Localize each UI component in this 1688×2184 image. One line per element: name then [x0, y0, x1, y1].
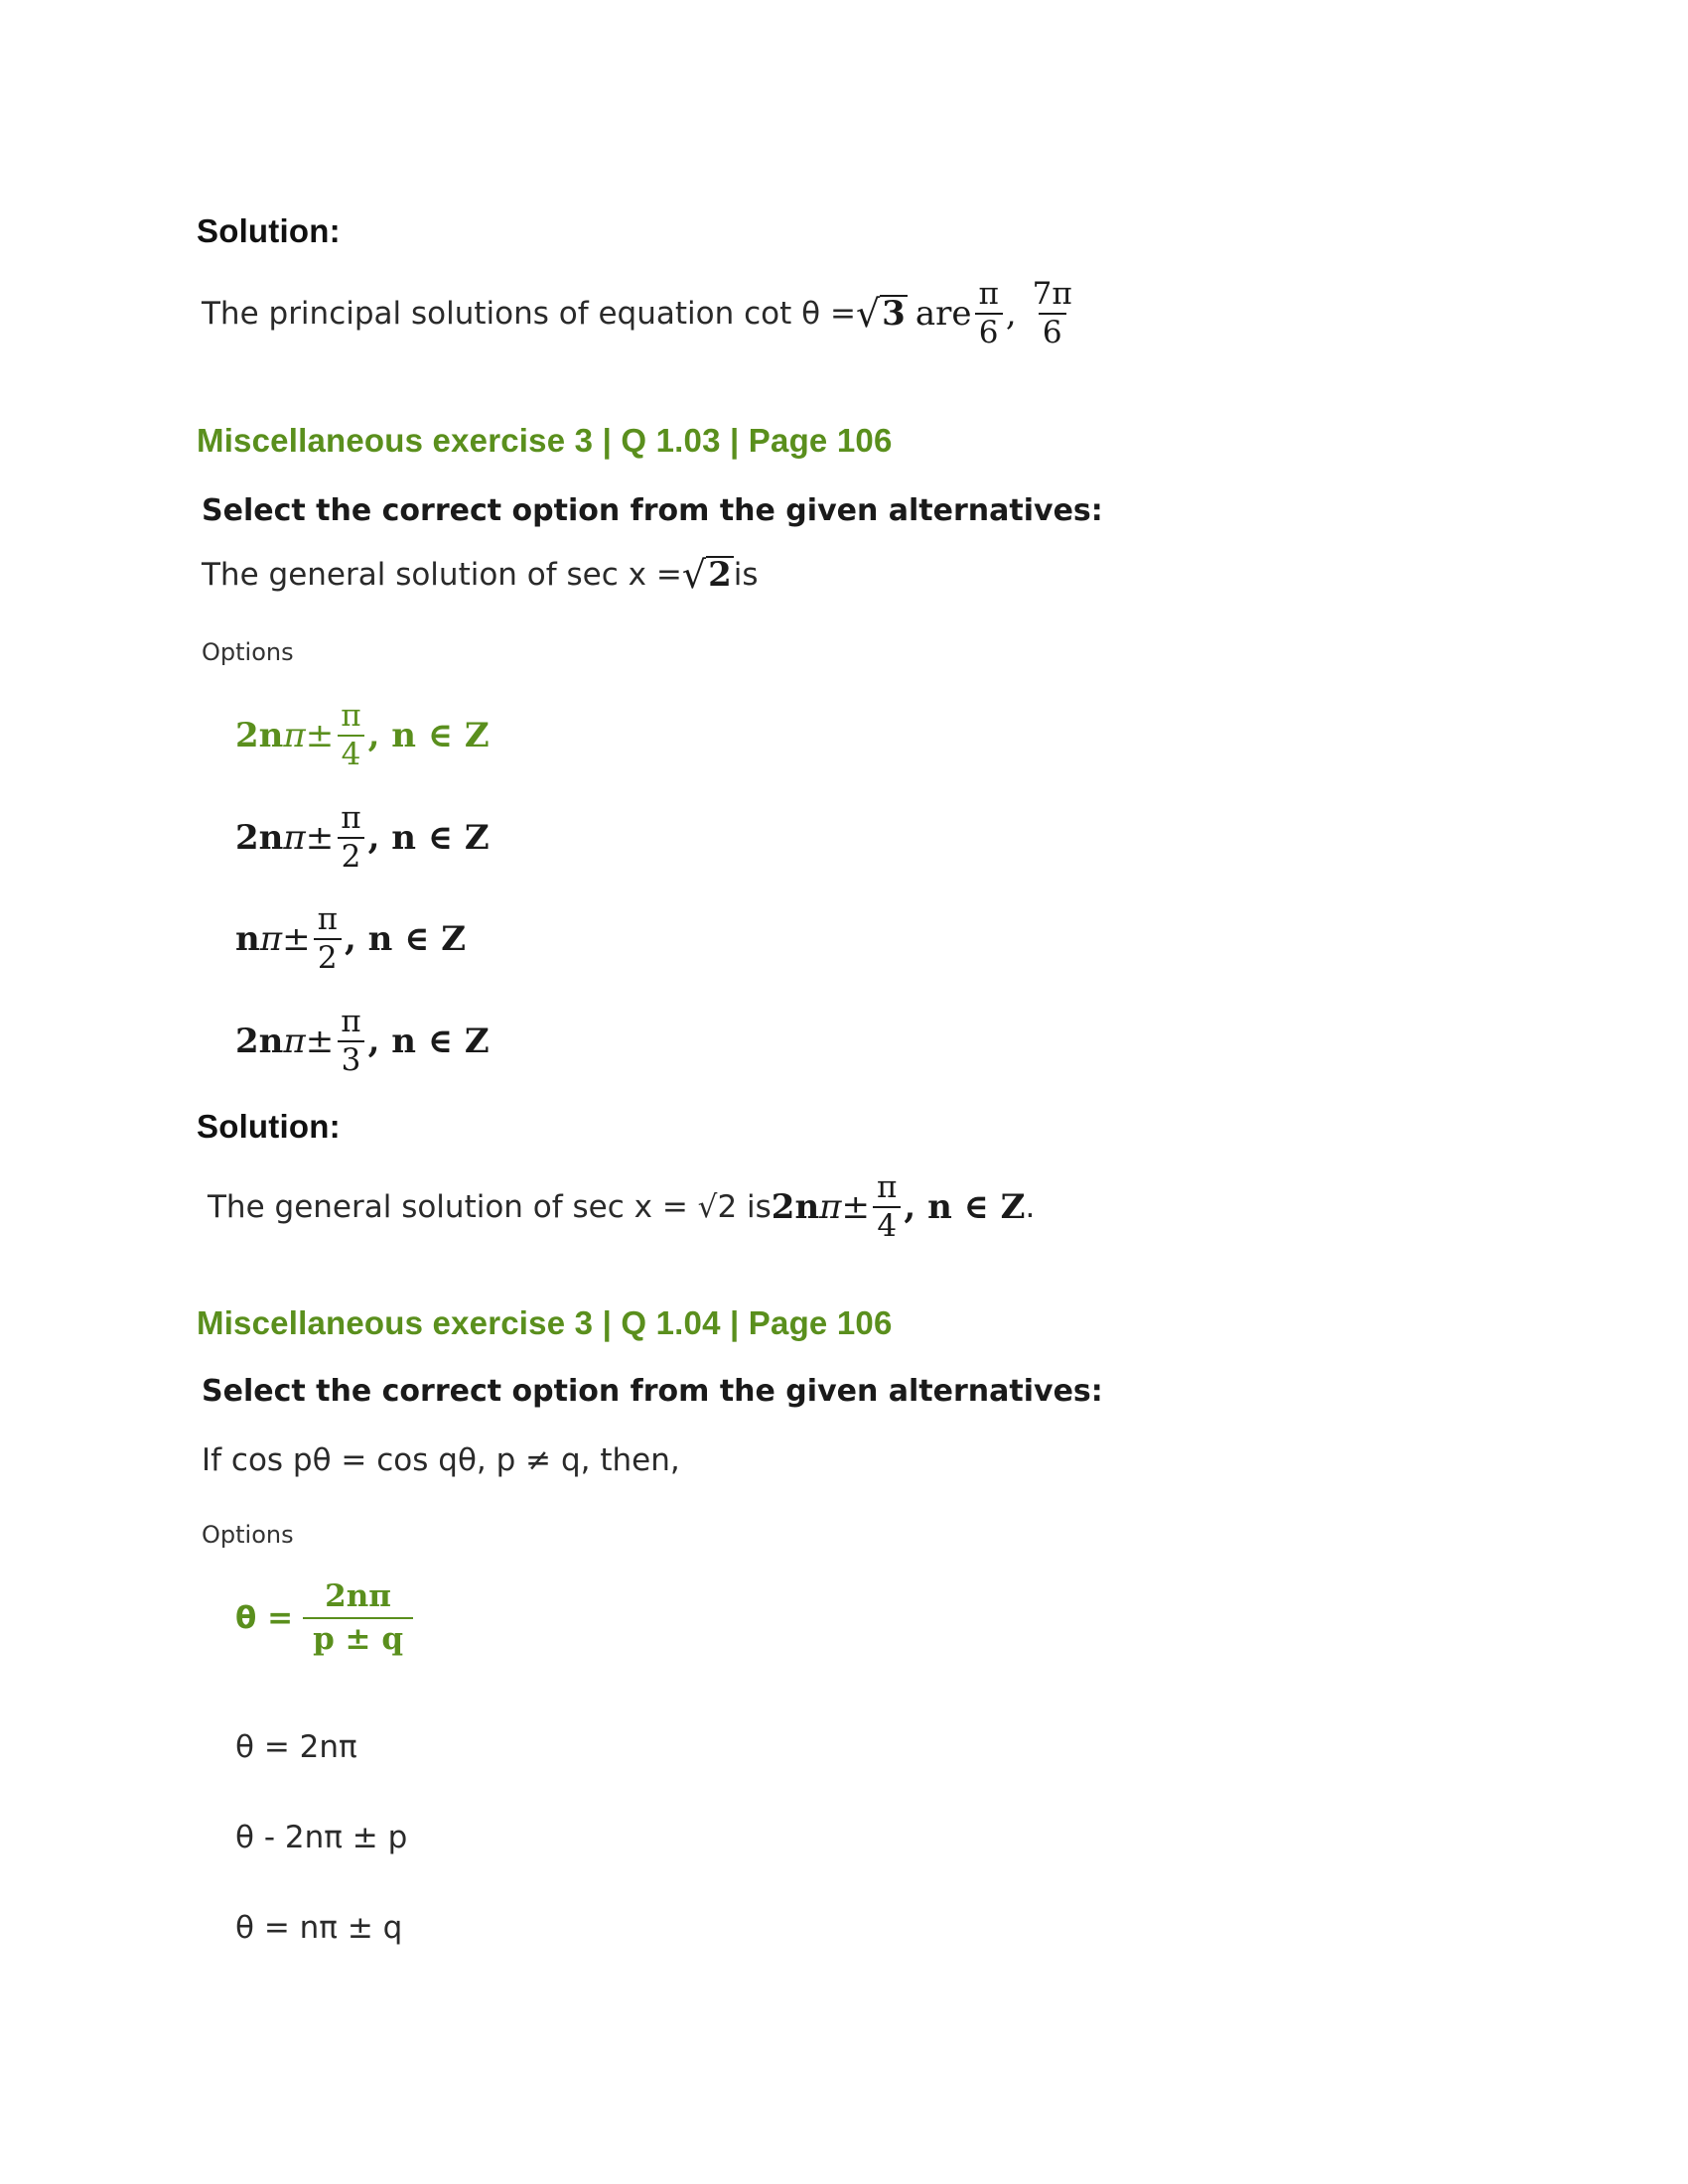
radical-sign-icon: √ — [855, 291, 881, 336]
plus-minus: ± — [305, 1021, 335, 1061]
option-coefficient: 2n — [235, 817, 284, 858]
option-coefficient: 2n — [235, 715, 284, 755]
pi-symbol: π — [283, 1021, 306, 1061]
option-c[interactable]: θ - 2nπ ± p — [235, 1820, 408, 1855]
option-b[interactable] — [235, 802, 490, 873]
option-a[interactable] — [235, 700, 490, 770]
fraction-numerator: 7π — [1032, 276, 1072, 312]
question-instruction: Select the correct option from the given alternatives: — [202, 493, 1103, 528]
fraction-denominator: 4 — [873, 1206, 901, 1243]
fraction-denominator: 4 — [338, 735, 365, 771]
are-word: are — [914, 293, 972, 334]
solution-coefficient: 2n — [771, 1186, 820, 1227]
fraction-7pi-over-6 — [1029, 278, 1076, 348]
fraction-numerator: π — [317, 901, 338, 937]
option-c[interactable] — [235, 903, 466, 974]
option-coefficient: n — [235, 918, 260, 959]
option-b[interactable]: θ = 2nπ — [235, 1729, 357, 1765]
option-d[interactable] — [235, 1006, 490, 1076]
general-solution-line — [208, 1171, 1035, 1242]
sqrt-expression — [855, 291, 908, 336]
option-a[interactable] — [235, 1580, 416, 1655]
plus-minus: ± — [305, 817, 335, 858]
option-tail: , n ∈ Z — [367, 1021, 490, 1061]
question-instruction: Select the correct option from the given alternatives: — [202, 1374, 1103, 1409]
pi-symbol: π — [259, 918, 283, 959]
pi-symbol: π — [283, 817, 306, 858]
period: . — [1025, 1188, 1036, 1225]
plus-minus: ± — [305, 715, 335, 755]
fraction-numerator: 2nπ — [325, 1578, 391, 1614]
option-a-math — [293, 1580, 416, 1655]
fraction-numerator: π — [341, 698, 361, 734]
fraction-denominator: 6 — [1039, 313, 1066, 349]
option-fraction — [303, 1580, 413, 1655]
option-coefficient: 2n — [235, 1021, 284, 1061]
options-label: Options — [202, 1521, 294, 1549]
question-text-line — [202, 553, 759, 597]
option-fraction — [337, 700, 364, 770]
principal-solution-line — [202, 278, 1079, 348]
question-text: The general solution of sec x = — [202, 557, 682, 593]
option-fraction — [314, 903, 342, 974]
sqrt-radicand: 3 — [882, 293, 906, 334]
fraction-denominator: 3 — [338, 1040, 365, 1077]
option-d-math — [235, 1006, 490, 1076]
question-sqrt-math — [681, 553, 734, 597]
pi-symbol: π — [283, 715, 306, 755]
options-label: Options — [202, 638, 294, 666]
fraction-numerator: π — [341, 1004, 361, 1039]
question-text-suffix: is — [733, 557, 759, 593]
fraction-denominator: p ± q — [303, 1617, 413, 1656]
option-tail: , n ∈ Z — [367, 715, 490, 755]
option-b-math — [235, 802, 490, 873]
option-a-lhs: θ = — [235, 1599, 294, 1636]
option-a-math — [235, 700, 490, 770]
fraction-denominator: 2 — [314, 938, 342, 975]
plus-minus: ± — [282, 918, 311, 959]
principal-solution-text: The principal solutions of equation cot θ = — [202, 295, 856, 332]
sqrt-radicand: 2 — [708, 555, 732, 596]
option-tail: , n ∈ Z — [344, 918, 467, 959]
fraction-denominator: 2 — [338, 837, 365, 874]
general-solution-math — [772, 1171, 1026, 1242]
option-fraction — [337, 802, 364, 873]
option-fraction — [337, 1006, 364, 1076]
solution-fraction — [873, 1171, 901, 1242]
fraction-numerator: π — [341, 800, 361, 836]
pi-symbol: π — [819, 1186, 842, 1227]
option-tail: , n ∈ Z — [367, 817, 490, 858]
fraction-numerator: π — [978, 276, 999, 312]
solution-heading: Solution: — [197, 1108, 341, 1145]
option-d[interactable]: θ = nπ ± q — [235, 1910, 403, 1946]
fraction-pi-over-6 — [974, 278, 1002, 348]
comma: , — [1005, 293, 1017, 334]
solution-heading: Solution: — [197, 212, 341, 249]
question-reference-link[interactable]: Miscellaneous exercise 3 | Q 1.03 | Page 106 — [197, 422, 893, 459]
question-text: If cos pθ = cos qθ, p ≠ q, then, — [202, 1442, 680, 1478]
fraction-numerator: π — [877, 1169, 898, 1205]
plus-minus: ± — [841, 1186, 871, 1227]
principal-solution-math — [856, 278, 1079, 348]
question-reference-link[interactable]: Miscellaneous exercise 3 | Q 1.04 | Page 106 — [197, 1304, 893, 1341]
sqrt-expression — [681, 553, 734, 597]
general-solution-text: The general solution of sec x = √2 is — [208, 1188, 772, 1225]
radical-sign-icon: √ — [681, 553, 707, 597]
fraction-denominator: 6 — [975, 313, 1003, 349]
solution-tail: , n ∈ Z — [904, 1186, 1026, 1227]
option-c-math — [235, 903, 466, 974]
